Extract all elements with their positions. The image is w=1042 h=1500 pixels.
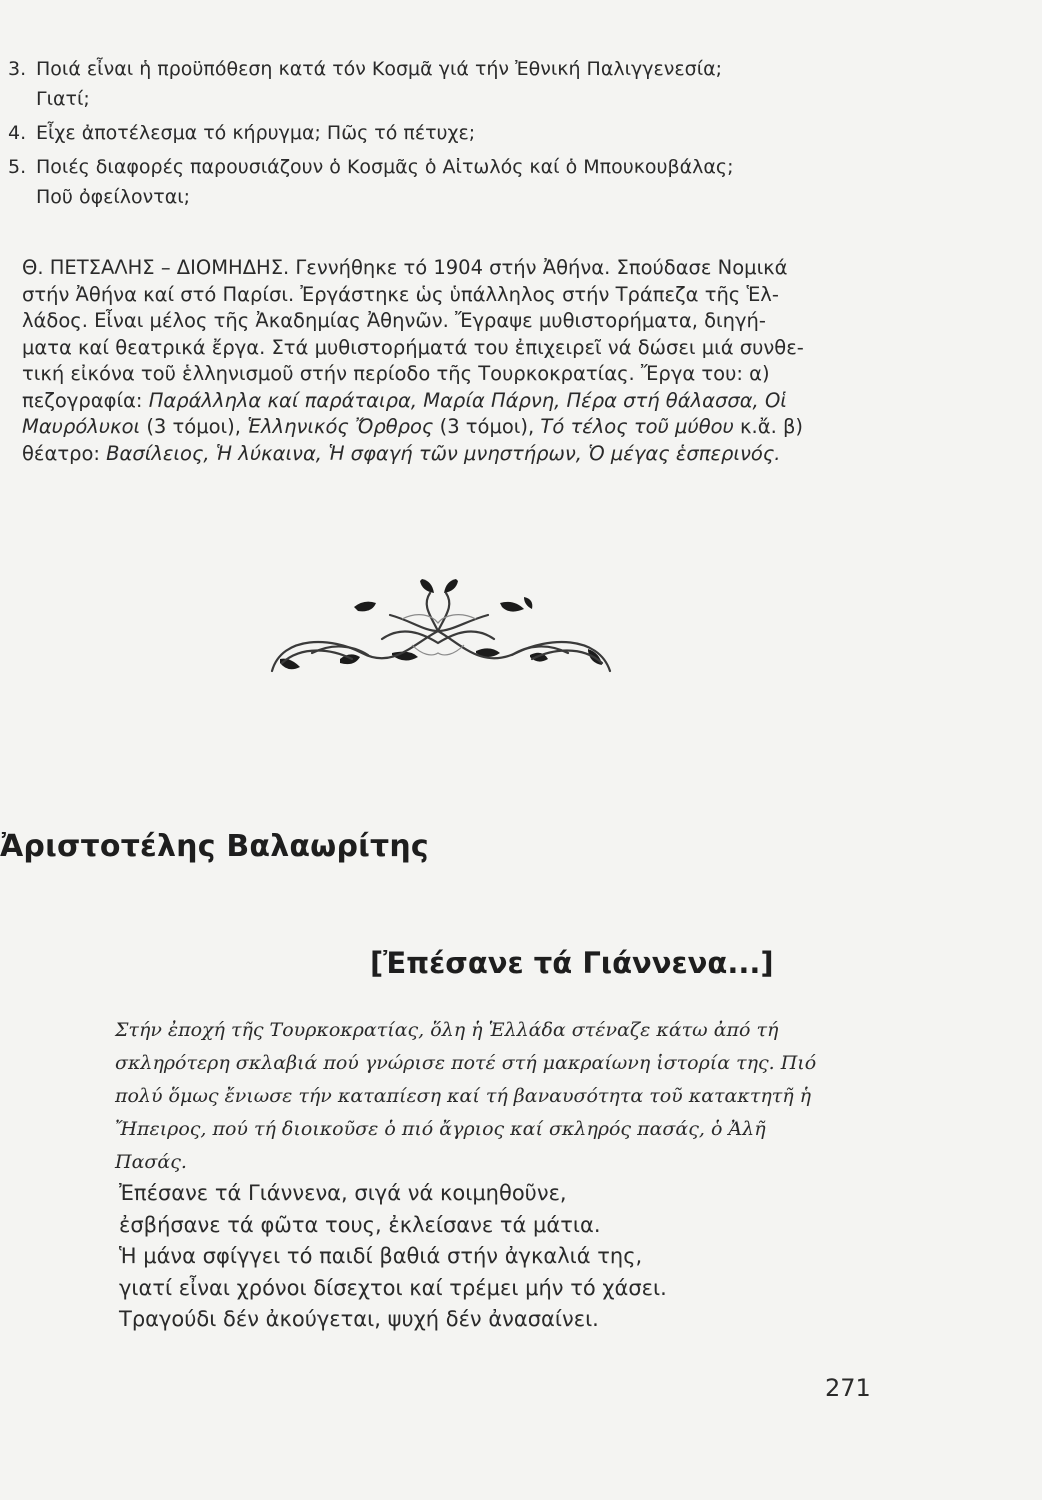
intro-line: Πασάς. [115, 1151, 187, 1173]
question-text-continued: Ποῦ ὀφείλονται; [36, 186, 191, 208]
bio-work: Ἑλληνικός Ὄρθρος [247, 415, 434, 438]
verse-line: Ἐπέσανε τά Γιάννενα, σιγά νά κοιμηθοῦνε, [119, 1181, 567, 1205]
verse-line: γιατί εἶναι χρόνοι δίσεχτοι καί τρέμει μήν τό χάσει. [119, 1275, 667, 1300]
poem-title: [Ἐπέσανε τά Γιάννενα...] [370, 946, 774, 980]
bio-line [22, 441, 865, 468]
bio-line [22, 388, 865, 415]
bio-note: (3 τόμοι), [140, 415, 248, 438]
author-biography [22, 255, 865, 467]
bio-works: Βασίλειος, Ἡ λύκαινα, Ἡ σφαγή τῶν μνηστήρων, Ὁ μέγας ἑσπερινός. [106, 441, 781, 465]
intro-line: Ἤπειρος, πού τή διοικοῦσε ὁ πιό ἄγριος καί σκληρός πασάς, ὁ Ἀλῆ [115, 1118, 766, 1140]
question-4 [8, 118, 864, 148]
page-number: 271 [825, 1374, 871, 1402]
bio-line: λάδος. Εἶναι μέλος τῆς Ἀκαδημίας Ἀθηνῶν. Ἔγραψε μυθιστορήματα, διηγή- [22, 309, 766, 332]
bio-line [22, 414, 865, 441]
bio-line: ματα καί θεατρικά ἔργα. Στά μυθιστορήματά του ἐπιχειρεῖ νά δώσει μιά συνθε- [22, 335, 804, 359]
poem-verses [119, 1178, 667, 1336]
verse-line: Ἡ μάνα σφίγγει τό παιδί βαθιά στήν ἀγκαλιά της, [119, 1244, 643, 1268]
bio-label: πεζογραφία: [22, 388, 149, 412]
question-text: Ποιές διαφορές παρουσιάζουν ὁ Κοσμᾶς ὁ Αἰτωλός καί ὁ Μπουκουβάλας; [36, 156, 734, 178]
question-text: Εἶχε ἀποτέλεσμα τό κήρυγμα; Πῶς τό πέτυχε; [36, 122, 476, 144]
bio-work: Μαυρόλυκοι [22, 415, 141, 438]
verse-line: ἐσβήσανε τά φῶτα τους, ἐκλείσανε τά μάτια. [119, 1212, 601, 1237]
bio-line: Θ. ΠΕΤΣΑΛΗΣ – ΔΙΟΜΗΔΗΣ. Γεννήθηκε τό 1904 στήν Ἀθήνα. Σπούδασε Νομικά [22, 256, 788, 279]
review-questions [8, 54, 864, 212]
question-text-continued: Γιατί; [36, 88, 90, 110]
question-number: 3. [8, 58, 27, 80]
bio-label: θέατρο: [22, 441, 107, 465]
question-3 [8, 54, 864, 114]
question-5 [8, 152, 864, 212]
bio-note: (3 τόμοι), [433, 415, 541, 438]
question-number: 5. [8, 156, 27, 178]
intro-line: πολύ ὅμως ἔνιωσε τήν καταπίεση καί τή βαναυσότητα τοῦ κατακτητῆ ἡ [115, 1085, 812, 1107]
intro-line: Στήν ἐποχή τῆς Τουρκοκρατίας, ὅλη ἡ Ἑλλάδα στέναζε κάτω ἀπό τή [115, 1019, 779, 1041]
bio-line: στήν Ἀθήνα καί στό Παρίσι. Ἐργάστηκε ὡς ὑπάλληλος στήν Τράπεζα τῆς Ἑλ- [22, 282, 779, 306]
decorative-ornament-icon [262, 575, 622, 695]
question-number: 4. [8, 122, 27, 144]
question-text: Ποιά εἶναι ἡ προϋπόθεση κατά τόν Κοσμᾶ γιά τήν Ἐθνική Παλιγγενεσία; [36, 58, 723, 80]
bio-works: Παράλληλα καί παράταιρα, Μαρία Πάρνη, Πέρα στή θάλασσα, Οἱ [148, 388, 787, 412]
verse-line: Τραγούδι δέν ἀκούγεται, ψυχή δέν ἀνασαίνει. [119, 1307, 599, 1331]
author-name-heading: Ἀριστοτέλης Βαλαωρίτης [0, 829, 429, 864]
poem-introduction [115, 1014, 863, 1179]
bio-line: τική εἰκόνα τοῦ ἑλληνισμοῦ στήν περίοδο τῆς Τουρκοκρατίας. Ἔργα του: α) [22, 362, 770, 385]
bio-note: κ.ἄ. β) [733, 415, 804, 438]
bio-work: Τό τέλος τοῦ μύθου [540, 415, 734, 438]
intro-line: σκληρότερη σκλαβιά πού γνώρισε ποτέ στή μακραίωνη ἱστορία της. Πιό [115, 1052, 817, 1074]
